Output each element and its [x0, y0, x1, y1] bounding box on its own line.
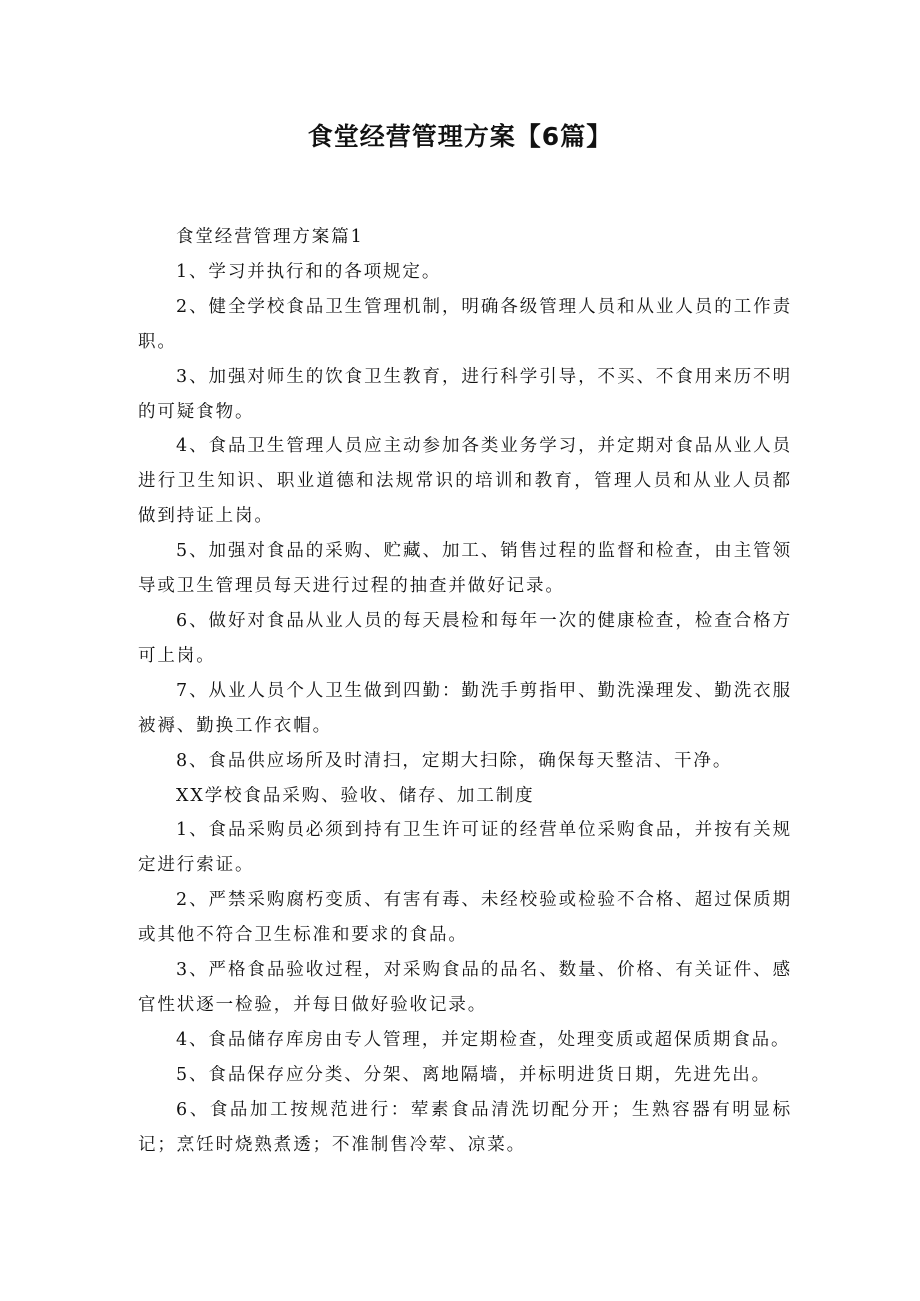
paragraph-12: 4、食品储存库房由专人管理，并定期检查，处理变质或超保质期食品。: [176, 1029, 791, 1050]
document-title: 食堂经营管理方案【6篇】: [307, 122, 613, 151]
paragraph-1: 1、学习并执行和的各项规定。: [176, 261, 442, 282]
paragraph-4: 4、食品卫生管理人员应主动参加各类业务学习，并定期对食品从业人员进行卫生知识、职业道德和法规常识的培训和教育，管理人员和从业人员都做到持证上岗。: [138, 436, 792, 527]
paragraph-9: 1、食品采购员必须到持有卫生许可证的经营单位采购食品，并按有关规定进行索证。: [138, 820, 792, 876]
paragraph-11: 3、严格食品验收过程，对采购食品的品名、数量、价格、有关证件、感官性状逐一检验，并每日做好验收记录。: [138, 960, 792, 1015]
paragraph-6: 6、做好对食品从业人员的每天晨检和每年一次的健康检查，检查合格方可上岗。: [138, 610, 792, 666]
paragraph-13: 5、食品保存应分类、分架、离地隔墙，并标明进货日期，先进先出。: [176, 1064, 772, 1085]
paragraph-2: 2、健全学校食品卫生管理机制，明确各级管理人员和从业人员的工作责职。: [138, 296, 792, 352]
paragraph-10: 2、严禁采购腐朽变质、有害有毒、未经校验或检验不合格、超过保质期或其他不符合卫生标准和要求的食品。: [138, 890, 792, 946]
section-heading-2: XX学校食品采购、验收、储存、加工制度: [176, 785, 535, 806]
document-body: [138, 220, 792, 1162]
paragraph-3: 3、加强对师生的饮食卫生教育，进行科学引导，不买、不食用来历不明的可疑食物。: [138, 366, 792, 422]
paragraph-8: 8、食品供应场所及时清扫，定期大扫除，确保每天整洁、干净。: [176, 750, 733, 771]
paragraph-5: 5、加强对食品的采购、贮藏、加工、销售过程的监督和检查，由主管领导或卫生管理员每天进行过程的抽查并做好记录。: [138, 541, 792, 597]
paragraph-7: 7、从业人员个人卫生做到四勤：勤洗手剪指甲、勤洗澡理发、勤洗衣服被褥、勤换工作衣帽。: [138, 680, 792, 736]
section-heading-1: 食堂经营管理方案篇1: [176, 227, 364, 247]
paragraph-14: 6、食品加工按规范进行：荤素食品清洗切配分开；生熟容器有明显标记；烹饪时烧熟煮透；不准制售冷荤、凉菜。: [138, 1099, 792, 1155]
